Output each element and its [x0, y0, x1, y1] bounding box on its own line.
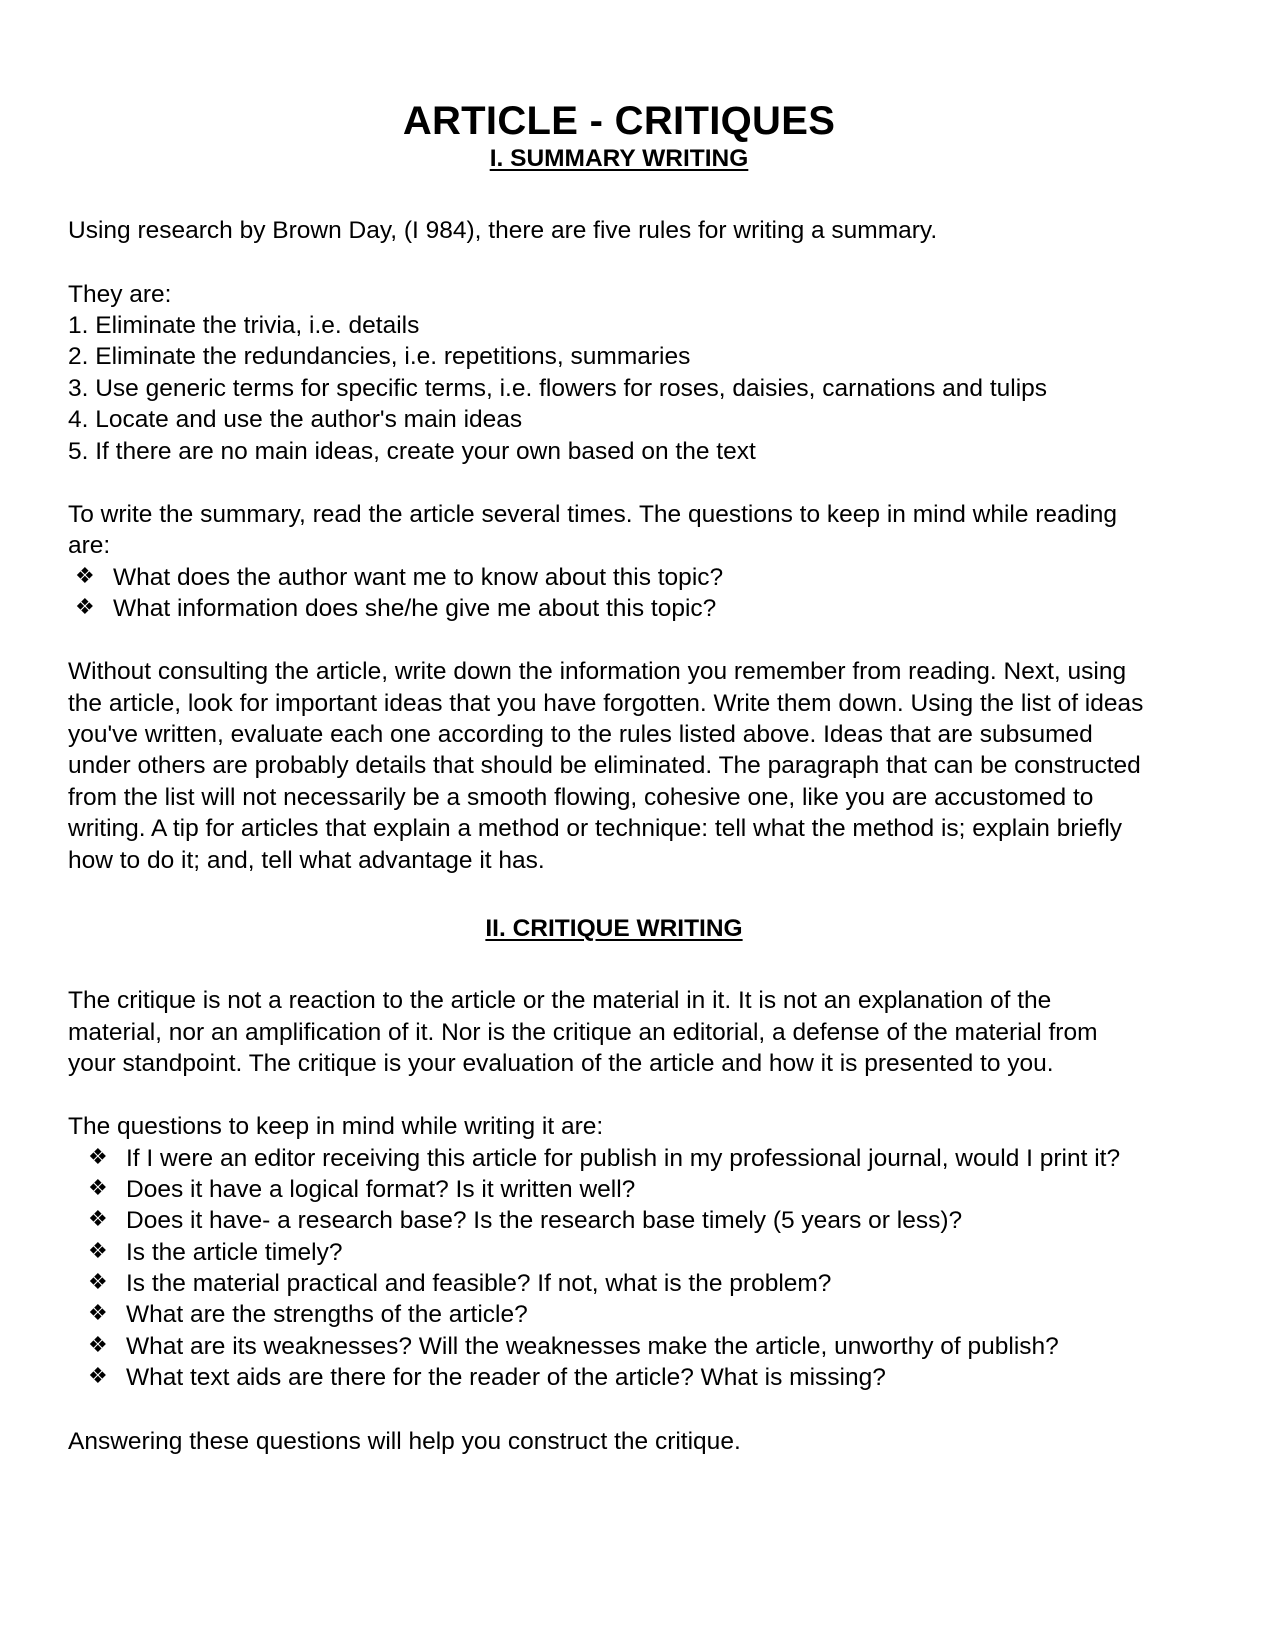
list-item [68, 593, 1150, 624]
spacer [68, 173, 1150, 215]
diamond-bullet-icon: ❖ [88, 1332, 108, 1358]
diamond-bullet-icon: ❖ [75, 563, 95, 589]
list-item [68, 1205, 1150, 1236]
diamond-bullet-icon: ❖ [88, 1301, 108, 1327]
list-item [68, 1143, 1150, 1174]
critique-question-bullets [68, 1143, 1150, 1394]
diamond-bullet-icon: ❖ [88, 1364, 108, 1390]
list-item [68, 1268, 1150, 1299]
list-item [68, 1174, 1150, 1205]
list-item [68, 562, 1150, 593]
list-item [68, 1362, 1150, 1393]
diamond-bullet-icon: ❖ [88, 1144, 108, 1170]
spacer [68, 624, 1150, 656]
list-item [68, 1299, 1150, 1330]
spacer [68, 467, 1150, 499]
summary-question-bullets [68, 562, 1150, 625]
list-item-label: Does it have a logical format? Is it written well? [126, 1176, 636, 1204]
summary-questions-lead-in: To write the summary, read the article several times. The questions to keep in mind while reading are: [68, 500, 1118, 560]
rules-lead-in: They are: [68, 280, 172, 308]
list-item-label: What are the strengths of the article? [126, 1301, 528, 1329]
spacer [68, 247, 1150, 279]
list-item: 1. Eliminate the trivia, i.e. details [68, 312, 420, 340]
document-body [68, 173, 1150, 1457]
page-title: ARTICLE - CRITIQUES [402, 99, 836, 143]
list-item-label: Is the material practical and feasible? If not, what is the problem? [126, 1270, 832, 1298]
spacer [68, 1394, 1150, 1426]
spacer [68, 943, 1150, 985]
list-item-label: Is the article timely? [126, 1238, 343, 1266]
critique-questions-lead-in: The questions to keep in mind while writing it are: [68, 1113, 604, 1141]
spacer [68, 1079, 1150, 1111]
list-item: 5. If there are no main ideas, create your own based on the text [68, 437, 756, 465]
summary-closing-paragraph: Without consulting the article, write down the information you remember from reading. Next, using the article, look for important ideas that you have forgotten. Write them down. Using the list of ideas you've written, evaluate each one according to the rules listed above. Ideas that are subsumed under others are probably details that should be eliminated. The paragraph that can be constructed from the list will not necessarily be a smooth flowing, cohesive one, like you are accustomed to writing. A tip for articles that explain a method or technique: tell what the method is; explain briefly how to do it; and, tell what advantage it has. [68, 658, 1144, 874]
critique-closing-paragraph: Answering these questions will help you construct the critique. [68, 1427, 741, 1455]
list-item-label: Does it have- a research base? Is the research base timely (5 years or less)? [126, 1207, 963, 1235]
list-item [68, 1237, 1150, 1268]
section-heading-summary: I. SUMMARY WRITING [489, 145, 749, 172]
spacer [68, 876, 1150, 914]
diamond-bullet-icon: ❖ [88, 1270, 108, 1296]
list-item: 3. Use generic terms for specific terms, i.e. flowers for roses, daisies, carnations and tulips [68, 374, 1048, 402]
list-item-label: What text aids are there for the reader of the article? What is missing? [126, 1364, 886, 1392]
diamond-bullet-icon: ❖ [88, 1207, 108, 1233]
list-item-label: What information does she/he give me about this topic? [113, 594, 717, 622]
list-item: 4. Locate and use the author's main ideas [68, 406, 523, 434]
summary-intro-paragraph: Using research by Brown Day, (I 984), there are five rules for writing a summary. [68, 217, 938, 245]
critique-intro-paragraph: The critique is not a reaction to the article or the material in it. It is not an explanation of the material, nor an amplification of it. Nor is the critique an editorial, a defense of the material from your standpoint. The critique is your evaluation of the article and how it is presented to you. [68, 987, 1098, 1077]
list-item [68, 1331, 1150, 1362]
summary-rules-list [68, 310, 1150, 467]
diamond-bullet-icon: ❖ [88, 1176, 108, 1202]
list-item-label: If I were an editor receiving this article for publish in my professional journal, would I print it? [126, 1144, 1121, 1172]
list-item-label: What does the author want me to know about this topic? [113, 563, 724, 591]
list-item: 2. Eliminate the redundancies, i.e. repetitions, summaries [68, 343, 691, 371]
list-item-label: What are its weaknesses? Will the weaknesses make the article, unworthy of publish? [126, 1332, 1059, 1360]
section-heading-critique: II. CRITIQUE WRITING [485, 914, 743, 942]
diamond-bullet-icon: ❖ [75, 594, 95, 620]
diamond-bullet-icon: ❖ [88, 1238, 108, 1264]
